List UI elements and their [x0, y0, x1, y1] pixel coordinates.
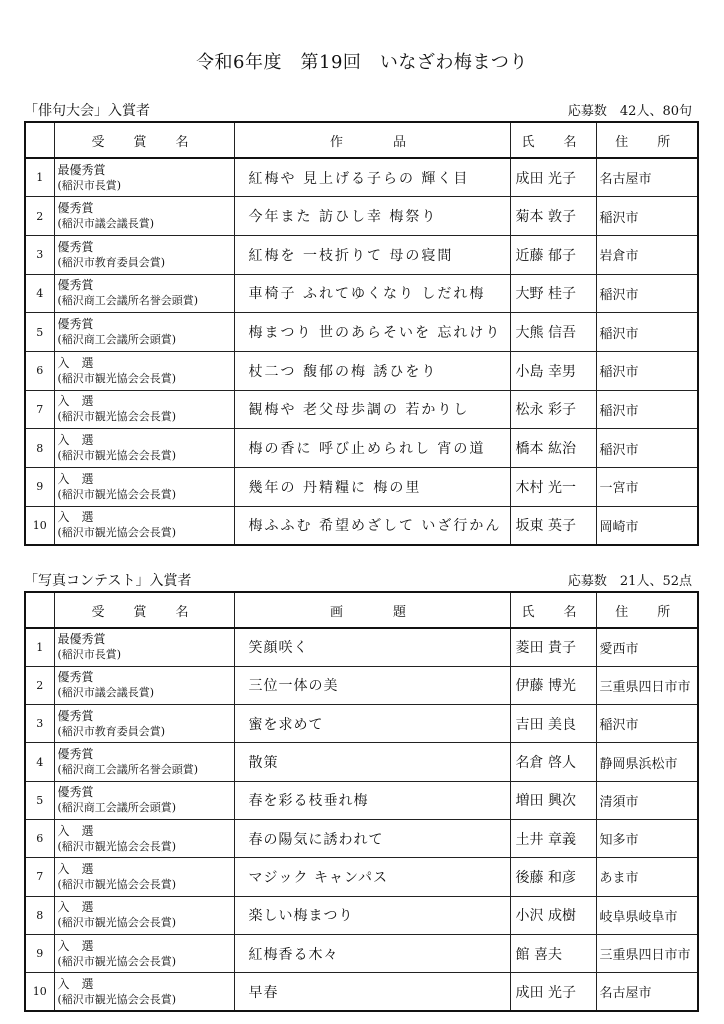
haiku-work: 幾年の 丹精糧に 梅の里: [234, 468, 510, 507]
award-name: 優秀賞: [57, 201, 94, 216]
winner-name: 小沢 成樹: [510, 896, 596, 934]
photo-title: 蜜を求めて: [234, 705, 510, 743]
winner-address: 岡崎市: [596, 506, 698, 545]
row-number: 9: [25, 934, 54, 972]
row-number: 6: [25, 351, 54, 390]
haiku-work: 観梅や 老父母歩調の 若かりし: [234, 390, 510, 429]
winner-address: 三重県四日市市: [596, 934, 698, 972]
table-row: [25, 197, 698, 236]
haiku-section-title: 「俳句大会」入賞者: [24, 103, 150, 119]
table-row: [25, 666, 698, 704]
award-cell: [54, 390, 234, 429]
column-header-work: 作 品: [234, 122, 510, 158]
award-cell: [54, 666, 234, 704]
winner-address: 名古屋市: [596, 973, 698, 1011]
award-cell: [54, 934, 234, 972]
award-name: 優秀賞: [57, 670, 94, 685]
page-title: 令和6年度 第19回 いなざわ梅まつり: [196, 52, 528, 73]
award-cell: [54, 819, 234, 857]
column-header-title: 画 題: [234, 592, 510, 628]
award-sponsor: (稲沢市教育委員会賞): [57, 724, 166, 738]
table-row: [25, 351, 698, 390]
row-number: 7: [25, 390, 54, 429]
table-row: [25, 973, 698, 1011]
winner-address: 愛西市: [596, 628, 698, 666]
winner-address: あま市: [596, 858, 698, 896]
award-cell: [54, 429, 234, 468]
winner-address: 知多市: [596, 819, 698, 857]
row-number: 4: [25, 274, 54, 313]
row-number: 3: [25, 705, 54, 743]
winner-name: 成田 光子: [510, 973, 596, 1011]
winner-name: 土井 章義: [510, 819, 596, 857]
haiku-work: 今年また 訪ひし幸 梅祭り: [234, 197, 510, 236]
column-header-award: 受 賞 名: [54, 122, 234, 158]
winner-address: 三重県四日市市: [596, 666, 698, 704]
haiku-section-header: [24, 100, 696, 120]
row-number: 8: [25, 429, 54, 468]
award-name: 優秀賞: [57, 785, 94, 800]
haiku-work: 杖二つ 馥郁の梅 誘ひをり: [234, 351, 510, 390]
award-name: 最優秀賞: [57, 162, 106, 177]
haiku-work: 梅の香に 呼び止められし 宵の道: [234, 429, 510, 468]
table-row: [25, 274, 698, 313]
winner-name: 館 喜夫: [510, 934, 596, 972]
row-number: 6: [25, 819, 54, 857]
award-name: 優秀賞: [57, 278, 94, 293]
award-sponsor: (稲沢市観光協会会長賞): [57, 487, 177, 501]
row-number: 3: [25, 235, 54, 274]
winner-name: 増田 興次: [510, 781, 596, 819]
row-number: 5: [25, 781, 54, 819]
column-header-name: 氏 名: [510, 122, 596, 158]
award-name: 入 選: [57, 976, 94, 991]
winner-address: 岐阜県岐阜市: [596, 896, 698, 934]
winner-address: 稲沢市: [596, 197, 698, 236]
award-sponsor: (稲沢市観光協会会長賞): [57, 449, 177, 463]
winner-address: 清須市: [596, 781, 698, 819]
haiku-work: 紅梅を 一枝折りて 母の寝間: [234, 235, 510, 274]
award-sponsor: (稲沢市観光協会会長賞): [57, 877, 177, 891]
row-number: 1: [25, 158, 54, 197]
row-number: 10: [25, 506, 54, 545]
award-sponsor: (稲沢市長賞): [57, 178, 122, 192]
photo-entry-count: 応募数 21人、52点: [567, 574, 692, 589]
photo-title: 春の陽気に誘われて: [234, 819, 510, 857]
haiku-results-body: [25, 158, 698, 545]
table-row: [25, 743, 698, 781]
table-row: [25, 896, 698, 934]
award-cell: [54, 743, 234, 781]
haiku-work: 紅梅や 見上げる子らの 輝く目: [234, 158, 510, 197]
photo-title: 三位一体の美: [234, 666, 510, 704]
photo-results-table: [24, 591, 699, 1012]
award-sponsor: (稲沢市長賞): [57, 648, 122, 662]
award-name: 優秀賞: [57, 747, 94, 762]
winner-name: 近藤 郁子: [510, 235, 596, 274]
award-sponsor: (稲沢市議会議長賞): [57, 217, 155, 231]
winner-address: 稲沢市: [596, 390, 698, 429]
photo-title: 早春: [234, 973, 510, 1011]
award-cell: [54, 628, 234, 666]
winner-name: 菊本 敦子: [510, 197, 596, 236]
table-header-row: [25, 592, 698, 628]
photo-title: 楽しい梅まつり: [234, 896, 510, 934]
award-sponsor: (稲沢商工会議所会頭賞): [57, 801, 177, 815]
table-row: [25, 313, 698, 352]
winner-address: 名古屋市: [596, 158, 698, 197]
row-number: 4: [25, 743, 54, 781]
award-cell: [54, 351, 234, 390]
award-sponsor: (稲沢市観光協会会長賞): [57, 916, 177, 930]
winner-name: 木村 光一: [510, 468, 596, 507]
row-number: 5: [25, 313, 54, 352]
row-number: 2: [25, 197, 54, 236]
award-name: 入 選: [57, 471, 94, 486]
award-name: 入 選: [57, 510, 94, 525]
award-sponsor: (稲沢市観光協会会長賞): [57, 410, 177, 424]
award-sponsor: (稲沢市観光協会会長賞): [57, 954, 177, 968]
photo-title: 散策: [234, 743, 510, 781]
winner-name: 名倉 啓人: [510, 743, 596, 781]
winner-name: 伊藤 博光: [510, 666, 596, 704]
award-name: 入 選: [57, 355, 94, 370]
winner-name: 小島 幸男: [510, 351, 596, 390]
award-name: 入 選: [57, 938, 94, 953]
award-cell: [54, 274, 234, 313]
award-sponsor: (稲沢市観光協会会長賞): [57, 992, 177, 1006]
award-cell: [54, 468, 234, 507]
haiku-work: 梅まつり 世のあらそいを 忘れけり: [234, 313, 510, 352]
table-header-row: [25, 122, 698, 158]
photo-section-title: 「写真コンテスト」入賞者: [24, 573, 192, 589]
award-cell: [54, 896, 234, 934]
haiku-work: 車椅子 ふれてゆくなり しだれ梅: [234, 274, 510, 313]
award-sponsor: (稲沢市観光協会会長賞): [57, 839, 177, 853]
row-number: 10: [25, 973, 54, 1011]
table-row: [25, 390, 698, 429]
winner-address: 稲沢市: [596, 351, 698, 390]
table-row: [25, 506, 698, 545]
photo-title: 春を彩る枝垂れ梅: [234, 781, 510, 819]
column-header-award: 受 賞 名: [54, 592, 234, 628]
row-number: 7: [25, 858, 54, 896]
award-name: 入 選: [57, 861, 94, 876]
table-row: [25, 628, 698, 666]
winner-name: 成田 光子: [510, 158, 596, 197]
table-row: [25, 781, 698, 819]
award-sponsor: (稲沢市観光協会会長賞): [57, 371, 177, 385]
column-header-number: [25, 122, 54, 158]
award-sponsor: (稲沢市教育委員会賞): [57, 255, 166, 269]
award-sponsor: (稲沢市観光協会会長賞): [57, 526, 177, 540]
winner-name: 橋本 紘治: [510, 429, 596, 468]
award-name: 優秀賞: [57, 317, 94, 332]
column-header-name: 氏 名: [510, 592, 596, 628]
award-cell: [54, 235, 234, 274]
award-name: 入 選: [57, 394, 94, 409]
award-sponsor: (稲沢商工会議所名誉会頭賞): [57, 763, 199, 777]
winner-name: 菱田 貴子: [510, 628, 596, 666]
winner-name: 松永 彩子: [510, 390, 596, 429]
winner-name: 大熊 信吾: [510, 313, 596, 352]
winner-address: 岩倉市: [596, 235, 698, 274]
winner-name: 後藤 和彦: [510, 858, 596, 896]
award-name: 入 選: [57, 900, 94, 915]
winner-name: 大野 桂子: [510, 274, 596, 313]
award-sponsor: (稲沢商工会議所会頭賞): [57, 333, 177, 347]
photo-results-body: [25, 628, 698, 1011]
column-header-address: 住 所: [596, 592, 698, 628]
award-name: 入 選: [57, 433, 94, 448]
winner-address: 稲沢市: [596, 705, 698, 743]
column-header-address: 住 所: [596, 122, 698, 158]
row-number: 8: [25, 896, 54, 934]
photo-title: 紅梅香る木々: [234, 934, 510, 972]
award-name: 最優秀賞: [57, 632, 106, 647]
winner-name: 吉田 美良: [510, 705, 596, 743]
photo-title: 笑顔咲く: [234, 628, 510, 666]
award-cell: [54, 973, 234, 1011]
winner-address: 稲沢市: [596, 429, 698, 468]
winner-address: 稲沢市: [596, 274, 698, 313]
award-name: 入 選: [57, 823, 94, 838]
winner-address: 一宮市: [596, 468, 698, 507]
table-row: [25, 934, 698, 972]
photo-title: マジック キャンパス: [234, 858, 510, 896]
award-cell: [54, 705, 234, 743]
table-row: [25, 429, 698, 468]
award-cell: [54, 506, 234, 545]
photo-section-header: [24, 570, 696, 590]
row-number: 2: [25, 666, 54, 704]
table-row: [25, 235, 698, 274]
winner-address: 静岡県浜松市: [596, 743, 698, 781]
table-row: [25, 468, 698, 507]
award-cell: [54, 197, 234, 236]
award-name: 優秀賞: [57, 239, 94, 254]
table-row: [25, 819, 698, 857]
column-header-number: [25, 592, 54, 628]
award-cell: [54, 313, 234, 352]
haiku-work: 梅ふふむ 希望めざして いざ行かん: [234, 506, 510, 545]
award-sponsor: (稲沢市議会議長賞): [57, 686, 155, 700]
award-cell: [54, 158, 234, 197]
winner-name: 坂東 英子: [510, 506, 596, 545]
row-number: 1: [25, 628, 54, 666]
award-name: 優秀賞: [57, 708, 94, 723]
table-row: [25, 705, 698, 743]
table-row: [25, 158, 698, 197]
table-row: [25, 858, 698, 896]
award-cell: [54, 781, 234, 819]
haiku-entry-count: 応募数 42人、80句: [567, 104, 692, 119]
haiku-results-table: [24, 121, 699, 546]
row-number: 9: [25, 468, 54, 507]
award-cell: [54, 858, 234, 896]
award-sponsor: (稲沢商工会議所名誉会頭賞): [57, 294, 199, 308]
winner-address: 稲沢市: [596, 313, 698, 352]
